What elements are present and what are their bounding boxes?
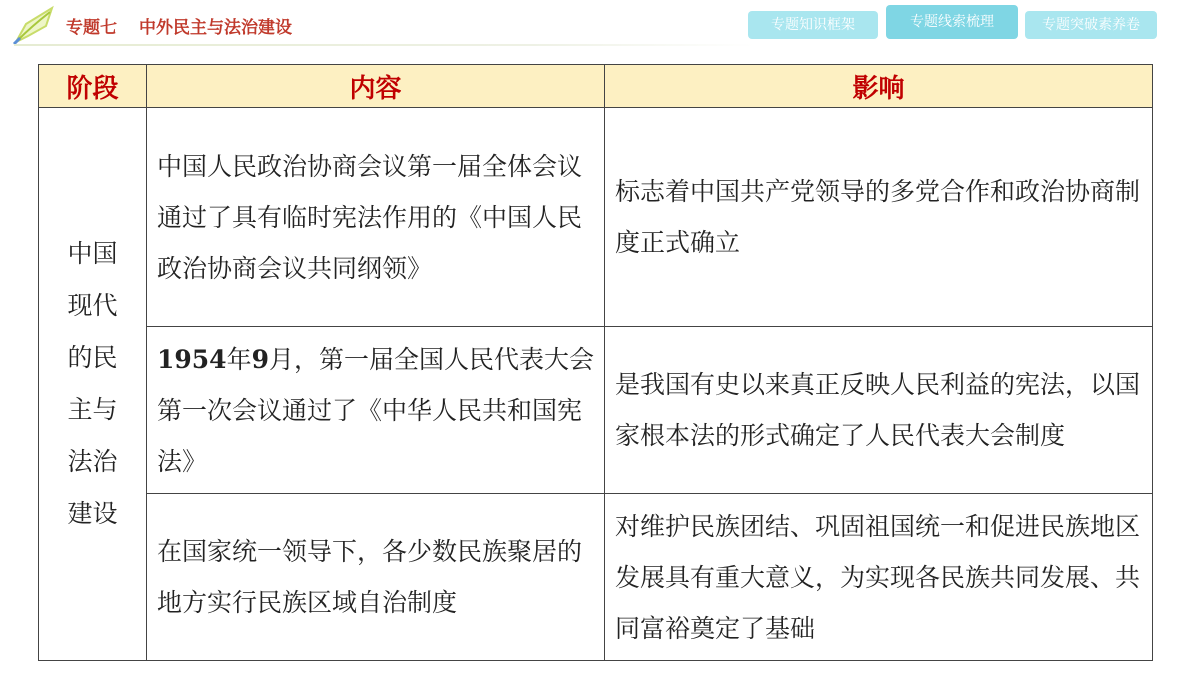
content-cell: 在国家统一领导下，各少数民族聚居的地方实行民族区域自治制度 xyxy=(147,494,605,661)
content-year-unit: 年 xyxy=(226,344,252,374)
table-row xyxy=(39,327,1153,494)
impact-cell: 对维护民族团结、巩固祖国统一和促进民族地区发展具有重大意义，为实现各民族共同发展、共同富裕奠定了基础 xyxy=(605,494,1153,661)
breadcrumb xyxy=(66,13,292,38)
breadcrumb-topic: 专题七 xyxy=(66,18,117,38)
content-year: 1954 xyxy=(157,344,227,374)
table-header-row xyxy=(39,65,1153,108)
header-divider xyxy=(14,44,754,46)
breadcrumb-title: 中外民主与法治建设 xyxy=(139,18,292,38)
content-table xyxy=(38,64,1153,661)
tab-clue-review[interactable]: 专题线索梳理 xyxy=(886,5,1018,39)
header-stage: 阶段 xyxy=(39,65,147,108)
impact-cell: 标志着中国共产党领导的多党合作和政治协商制度正式确立 xyxy=(605,108,1153,327)
content-month: 9 xyxy=(251,344,270,374)
stage-label: 中国现代的民主与法治建设 xyxy=(67,239,118,528)
table-row xyxy=(39,494,1153,661)
content-cell xyxy=(147,327,605,494)
impact-cell: 是我国有史以来真正反映人民利益的宪法，以国家根本法的形式确定了人民代表大会制度 xyxy=(605,327,1153,494)
tab-breakthrough-paper[interactable]: 专题突破素养卷 xyxy=(1025,11,1157,39)
content-text: ，第一届全国人民代表大会第一次会议通过了《中华人民共和国宪法》 xyxy=(157,344,595,476)
header-impact: 影响 xyxy=(605,65,1153,108)
header-content: 内容 xyxy=(147,65,605,108)
content-month-unit: 月 xyxy=(269,344,295,374)
header xyxy=(0,0,1200,50)
table-row xyxy=(39,108,1153,327)
feather-logo-icon xyxy=(12,2,60,46)
tab-knowledge-framework[interactable]: 专题知识框架 xyxy=(748,11,878,39)
stage-cell xyxy=(39,108,147,661)
content-cell: 中国人民政治协商会议第一届全体会议通过了具有临时宪法作用的《中国人民政治协商会议共同纲领》 xyxy=(147,108,605,327)
